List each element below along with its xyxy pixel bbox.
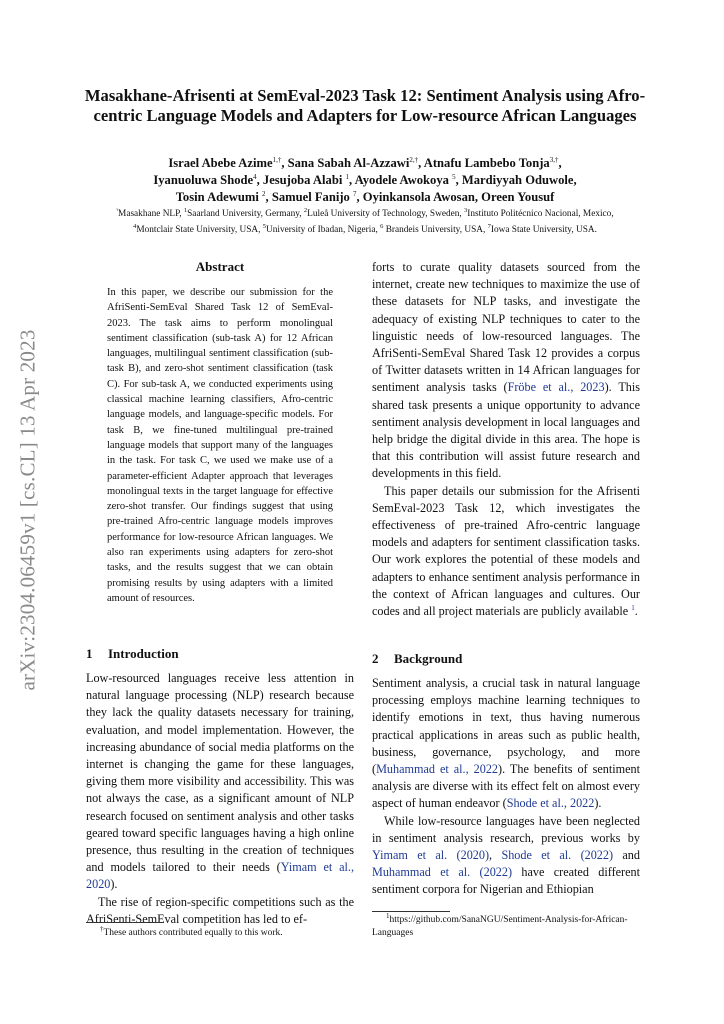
- author-separator: ,: [455, 173, 462, 187]
- paragraph-text: ).: [110, 877, 118, 892]
- affiliation-mark: 7: [487, 222, 491, 230]
- affiliation: Masakhane NLP,: [118, 209, 184, 219]
- affiliation-mark: 1: [183, 206, 188, 214]
- affiliations: [50, 206, 680, 238]
- footnote-marker[interactable]: 1: [631, 604, 635, 612]
- author-separator: ,: [356, 190, 363, 204]
- author-line-3: [80, 189, 650, 206]
- affiliation: Saarland University, Germany,: [187, 209, 304, 219]
- paragraph-text: and: [613, 848, 640, 863]
- paragraph-text: Low-resourced languages receive less attention in natural language processing (NLP) research because they lack the quality datasets necessary for training, evaluation, and model implementation. However, the increasing abundance of social media platforms on the internet is changing the game for these languages, giving them more visibility and accessibility. This was not always the case, as a significant amount of NLP research focused on sentiment analysis and other tasks geared toward specific languages having a high online presence, thus resulting in the creation of techniques and models tailored to their needs (: [86, 671, 354, 875]
- author-list: [80, 155, 650, 206]
- affiliation: Montclair State University, USA,: [136, 225, 263, 235]
- paragraph-text: While low-resource languages have been neglected in sentiment analysis research, previous works by: [372, 813, 640, 845]
- paragraph: [86, 670, 354, 894]
- footnote-mark: †: [100, 924, 104, 933]
- paragraph: [372, 675, 640, 813]
- affiliation: Instituto Politécnico Nacional, Mexico,: [467, 209, 614, 219]
- footnote-url[interactable]: https://github.com/SanaNGU/Sentiment-Analysis-for-African-Languages: [372, 915, 628, 938]
- author-separator: ,: [558, 156, 562, 170]
- paragraph-text: This paper details our submission for the Afrisenti SemEval-2023 Task 12, which investigates the effectiveness of pre-trained Afro-centric language models and adapters for sentiment classification tasks. Our work explores the potential of these models and adapters to enhance sentiment analysis performance in the context of African languages and cultures. Our codes and all project materials are publicly available: [372, 483, 640, 619]
- paragraph-text: ). This shared task presents a unique opportunity to advance sentiment analysis development in local languages and help bridge the digital divide in this area. The hope is that this contribution will assist future research and developments in this field.: [372, 380, 640, 481]
- author-mark: 1: [345, 172, 349, 181]
- section-title: Introduction: [108, 646, 179, 661]
- author-name: Oyinkansola Awosan, Oreen Yousuf: [362, 190, 555, 204]
- affiliation: Brandeis University, USA,: [383, 225, 488, 235]
- author-name: Iyanuoluwa Shode: [153, 173, 254, 187]
- author-mark: 4: [253, 172, 257, 181]
- section-heading-background: [372, 651, 462, 667]
- citation-link[interactable]: Yimam et al., 2020: [86, 860, 354, 892]
- background-body: [372, 675, 640, 899]
- right-column-body: [372, 259, 640, 620]
- author-name: Atnafu Lambebo Tonja: [423, 156, 550, 170]
- section-number: 1: [86, 646, 93, 661]
- affiliation-mark: 5: [262, 222, 267, 230]
- affiliation-mark: 4: [133, 222, 137, 230]
- author-mark: 2,†: [409, 155, 419, 164]
- paragraph-text: Sentiment analysis, a crucial task in natural language processing employs machine learning techniques to identify emotions in text, thus having numerous practical applications in areas such as public health, business, governance, psychology, and more (: [372, 676, 640, 777]
- section-number: 2: [372, 651, 379, 666]
- affiliation: University of Ibadan, Nigeria,: [266, 225, 381, 235]
- citation-link[interactable]: Shode et al., 2022: [506, 796, 595, 811]
- paper-title: Masakhane-Afrisenti at SemEval-2023 Task 12: Sentiment Analysis using Afro-centric Language Models and Adapters for Low-resource African Languages: [84, 86, 646, 125]
- paragraph: [372, 483, 640, 621]
- author-mark: 7: [352, 189, 357, 198]
- citation-link[interactable]: Muhammad et al. (2022): [372, 865, 513, 880]
- footnote-text: These authors contributed equally to this work.: [103, 928, 283, 938]
- paragraph: [372, 259, 640, 483]
- affiliation-line-2: [50, 222, 680, 238]
- author-separator: ,: [348, 173, 355, 187]
- paragraph: The rise of region-specific competitions such as the AfriSenti-SemEval competition has led to ef-: [86, 894, 354, 926]
- author-separator: ,: [256, 173, 263, 187]
- author-separator: ,: [418, 156, 424, 170]
- author-name: Ayodele Awokoya: [354, 173, 453, 187]
- paragraph-text: have created different sentiment corpora for Nigerian and Ethiopian: [372, 865, 641, 897]
- affiliation-mark: 3: [464, 206, 468, 214]
- author-name: Sana Sabah Al-Azzawi: [287, 156, 410, 170]
- footnote-mark: 1: [386, 911, 390, 920]
- author-name: Samuel Fanijo: [271, 190, 353, 204]
- author-line-2: [80, 172, 650, 189]
- affiliation: Luleå University of Technology, Sweden,: [307, 209, 465, 219]
- introduction-body: [86, 670, 354, 928]
- section-title: Background: [394, 651, 463, 666]
- author-separator: ,: [281, 156, 288, 170]
- author-mark: 3,†: [549, 155, 559, 164]
- paragraph-text: forts to curate quality datasets sourced from the internet, create new techniques to maximize the use of these datasets for NLP tasks, and investigate the adequacy of existing NLP techniques to cater to the linguistic needs of low-resourced languages. The AfriSenti-SemEval Shared Task 12 provides a corpus of Twitter datasets written in 14 African languages for sentiment analysis tasks (: [372, 260, 640, 395]
- affiliation-mark: ᵞ: [116, 206, 119, 214]
- footnote-rule: [86, 922, 164, 923]
- abstract-heading: Abstract: [195, 259, 245, 274]
- footnote-github-link: [372, 911, 640, 940]
- citation-link[interactable]: Shode et al. (2022): [501, 848, 614, 863]
- paragraph-text: ,: [489, 848, 502, 863]
- citation-link[interactable]: Muhammad et al., 2022: [376, 762, 499, 777]
- citation-link[interactable]: Fröbe et al., 2023: [507, 380, 605, 395]
- footnote-rule: [372, 911, 450, 912]
- author-mark: 1,†: [272, 155, 282, 164]
- author-name: Jesujoba Alabi: [262, 173, 346, 187]
- affiliation-mark: 6: [380, 222, 384, 230]
- paragraph: [372, 813, 640, 899]
- paragraph-text: ). The benefits of sentiment analysis are diverse with its effect felt on almost every aspect of human endeavor (: [372, 762, 640, 811]
- paragraph-text: .: [634, 604, 638, 619]
- footnote-equal-contribution: [100, 924, 360, 940]
- author-name: Mardiyyah Oduwole,: [461, 173, 577, 187]
- citation-link[interactable]: Yimam et al. (2020): [372, 848, 490, 863]
- arxiv-identifier: arXiv:2304.06459v1 [cs.CL] 13 Apr 2023: [15, 329, 40, 691]
- author-name: Israel Abebe Azime: [168, 156, 273, 170]
- author-name: Tosin Adewumi: [175, 190, 263, 204]
- author-mark: 2: [262, 189, 266, 198]
- author-mark: 5: [452, 172, 456, 181]
- author-separator: ,: [265, 190, 272, 204]
- affiliation-mark: 2: [303, 206, 308, 214]
- author-line-1: [80, 155, 650, 172]
- arxiv-side-stamp: [6, 320, 50, 700]
- abstract-body: In this paper, we describe our submission for the AfriSenti-SemEval Shared Task 12 of SemEval-2023. The task aims to perform monolingual sentiment classification (sub-task A) for 12 African languages, multilingual sentiment classification (sub-task B), and zero-shot sentiment classification (task C). For sub-task A, we conducted experiments using classical machine learning classifiers, Afro-centric language models, and language-specific models. For task B, we fine-tuned multilingual pre-trained language models that support many of the languages in the task. For task C, we used we make use of a parameter-efficient Adapter approach that leverages monolingual texts in the target language for effective zero-shot transfer. Our findings suggest that using pre-trained Afro-centric language models improves performance for low-resource African languages. We also ran experiments using adapters for zero-shot tasks, and the results suggest that we can obtain promising results by using adapters with a limited amount of resources.: [107, 287, 333, 604]
- affiliation-line-1: [50, 206, 680, 222]
- affiliation: Iowa State University, USA.: [490, 225, 597, 235]
- section-heading-introduction: [86, 646, 179, 662]
- paragraph-text: ).: [594, 796, 602, 811]
